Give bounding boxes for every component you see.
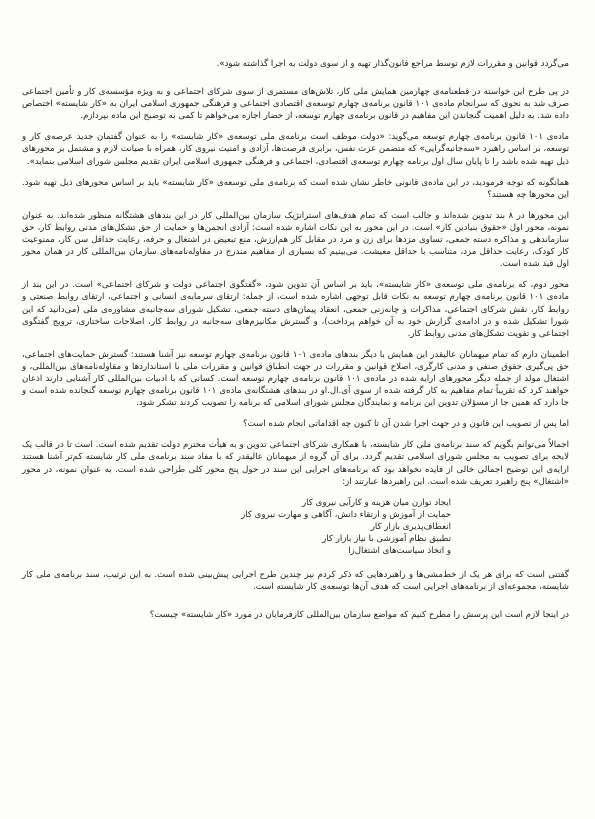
paragraph-10: در اینجا لازم است این پرسش را مطرح کنیم که مواضع سازمان بین‌المللی کارفرمایان در مورد «کار شایسته» چیست؟ <box>149 610 569 621</box>
list-item: انعطاف‌پذیری بازار کار <box>370 521 451 532</box>
list-item: و اتخاذ سیاست‌های اشتغال‌زا <box>348 546 451 557</box>
paragraph-2: ماده‌ی ۱۰۱ قانون برنامه‌ی چهارم توسعه می‌گوید: «دولت موظف است برنامه‌ی ملی توسعه‌ی «کار شایسته» را به عنوان گفتمان جدید عرصه‌ی کار و توسعه، بر اساس راهبرد «سه‌جانبه‌گرایی» که متضمن عزت نفس، برابری فرصت‌ها، آزادی و امنیت نیروی کار، همراه با صیانت لازم و مشتمل بر محورهای ذیل تهیه شده باشد را تا پایان سال اول برنامه چهارم توسعه‌ی اقتصادی، اجتماعی و فرهنگی جمهوری اسلامی ایران تقدیم مجلس شورای اسلامی بنماید». <box>22 132 570 167</box>
paragraph-5: محور دوم، که برنامه‌ی ملی توسعه‌ی «کار شایسته»، باید بر اساس آن تدوین شود، «گفتگوی اجتماعی دولت و شرکای اجتماعی» است. در این بند از ماده‌ی ۱۰۱ قانون برنامه‌ی چهارم توسعه به نکات قابل توجهی اشاره شده است، از جمله: ارتقای سرمایه‌ی انسانی و اجتماعی، ارتقای روابط صنعتی و روابط کار، نقش شرکای اجتماعی، مذاکرات و چانه‌زنی جمعی، انعقاد پیمان‌های دسته جمعی، تشکیل شورای سه‌جانبه‌ی مشاوره‌ی ملی (می‌دانید که این شورا تشکیل شده و در ادامه‌ی گزارش خود به آن خواهم پرداخت)، و گسترش مکانیزم‌های سه‌جانبه در روابط کار، اصلاحات ساختاری، ترویج گفتگوی اجتماعی و تقویت تشکل‌های مدنی روابط کار. <box>22 280 570 339</box>
paragraph-9: گفتنی است که برای هر یک از خط‌مشی‌ها و راهبردهایی که ذکر کردم نیز چندین طرح اجرایی پیش‌بینی شده است. به این ترتیب، سند برنامه‌ی ملی کار شایسته، مجموعه‌ای از برنامه‌های اجرایی است که هدف آن‌ها توسعه‌ی کار شایسته است. <box>22 570 569 593</box>
list-item: ایجاد توازن میان هزینه و کارآیی نیروی کار <box>302 497 451 508</box>
strategy-list <box>22 497 569 557</box>
document-body <box>22 58 569 621</box>
intro-paragraph: می‌گردد قوانین و مقررات لازم توسط مراجع قانون‌گذار تهیه و از سوی دولت به اجرا گذاشته شود». <box>216 59 569 69</box>
paragraph-4: این محورها در ۸ بند تدوین شده‌اند و جالب است که تمام هدف‌های استراتژیک سازمان بین‌المللی کار در این بندهای هشتگانه منظور شده‌اند. به عنوان نمونه، محور اول «حقوق بنیادین کار» است. در این محور به این نکات اشاره شده است: آزادی انجمن‌ها و حمایت از حق تشکل‌های مدنی روابط کار، حق سازماندهی و مذاکره دسته جمعی، تساوی مزدها برای زن و مرد در مقابل کار هم‌ارزش، منع تبعیض در اشتغال و حرفه، رعایت حداقل سن کار، ممنوعیت کار کودک، رعایت حداقل مزد، متناسب با حداقل معیشت. می‌بینیم که بسیاری از مفاهیم مندرج در مقاوله‌نامه‌های سازمان بین‌المللی کار در همان محور اول قید شده است. <box>22 210 569 270</box>
paragraph-7: اما پس از تصویب این قانون و در جهت اجرا شدن آن تا کنون چه اقداماتی انجام شده است؟ <box>243 419 569 430</box>
paragraph-3: همانگونه که توجه فرمودید، در این ماده‌ی قانونی خاطر نشان شده است که برنامه‌ی ملی توسعه‌ی «کار شایسته» باید بر اساس محورهای ذیل تهیه شود. این محورها چه هستند؟ <box>22 177 569 200</box>
list-item: حمایت از آموزش و ارتقاء دانش، آگاهی و مهارت نیروی کار <box>241 509 451 520</box>
list-item: تطبیق نظام آموزشی با نیاز بازار کار <box>322 534 451 544</box>
paragraph-6: اطمینان دارم که تمام میهمانان عالیقدر این همایش با دیگر بندهای ماده‌ی ۱۰۱ قانون برنامه‌ی چهارم توسعه نیز آشنا هستند: گسترش حمایت‌های اجتماعی، حق پی‌گیری حقوق صنفی و مدنی کارگری، اصلاح قوانین و مقررات در جهت انطباق قوانین و مقررات ملی با استانداردها و مقاوله‌نامه‌های بین‌المللی، و اشتغال مولد از جمله دیگر محورهای ارایه شده در ماده‌ی ۱۰۱ قانون برنامه‌ی چهارم توسعه است. کسانی که با ادبیات بین‌المللی کار آشنایی دارند اذعان خواهند کرد که تقریباً تمام مفاهیم به کار گرفته شده از سوی آی.ال.او در بندهای هشتگانه‌ی ماده‌ی ۱۰۱ قانون برنامه‌ی چهارم توسعه گنجانده شده است و جا دارد که همین جا از مسؤلان تدوین این برنامه و نمایندگان مجلس شورای اسلامی که برنامه را تصویب کردند تشکر شود. <box>22 349 569 409</box>
paragraph-8: اجمالاً می‌توانم بگویم که سند برنامه‌ی ملی کار شایسته، با همکاری شرکای اجتماعی تدوین و به هیأت محترم دولت تقدیم شده است. است تا در قالب یک لایحه برای تصویب به مجلس شورای اسلامی تقدیم گردد. برای آن گروه از میهمانان عالیقدر که با مفاد سند برنامه‌ی ملی کار شایسته کم‌تر آشنا هستند ارایه‌ی این توضیح اجمالی خالی از فایده نخواهد بود که برنامه‌های اجرایی این سند در حول پنج محور کلی طراحی شده است. به عنوان نمونه، در محور «اشتغال» پنج راهبرد تعریف شده است. این راهبردها عبارتند از: <box>22 440 569 487</box>
paragraph-1: در پی طرح این خواسته در قطعنامه‌ی چهارمین همایش ملی کار، تلاش‌های مستمری از سوی شرکای اجتماعی و به ویژه مؤسسه‌ی کار و تأمین اجتماعی صرف شد به نحوی که سرانجام ماده‌ی ۱۰۱ قانون برنامه‌ی چهارم توسعه‌ی اقتصادی اجتماعی و فرهنگی جمهوری اسلامی ایران به «کار شایسته» اختصاص داده شد. به دلیل اهمیت گنجاندن این مفاهیم در قانون برنامه‌ی چهارم توسعه، از حضار اجازه می‌خواهم تا کمی به توضیح این ماده بپردازم. <box>22 87 569 122</box>
